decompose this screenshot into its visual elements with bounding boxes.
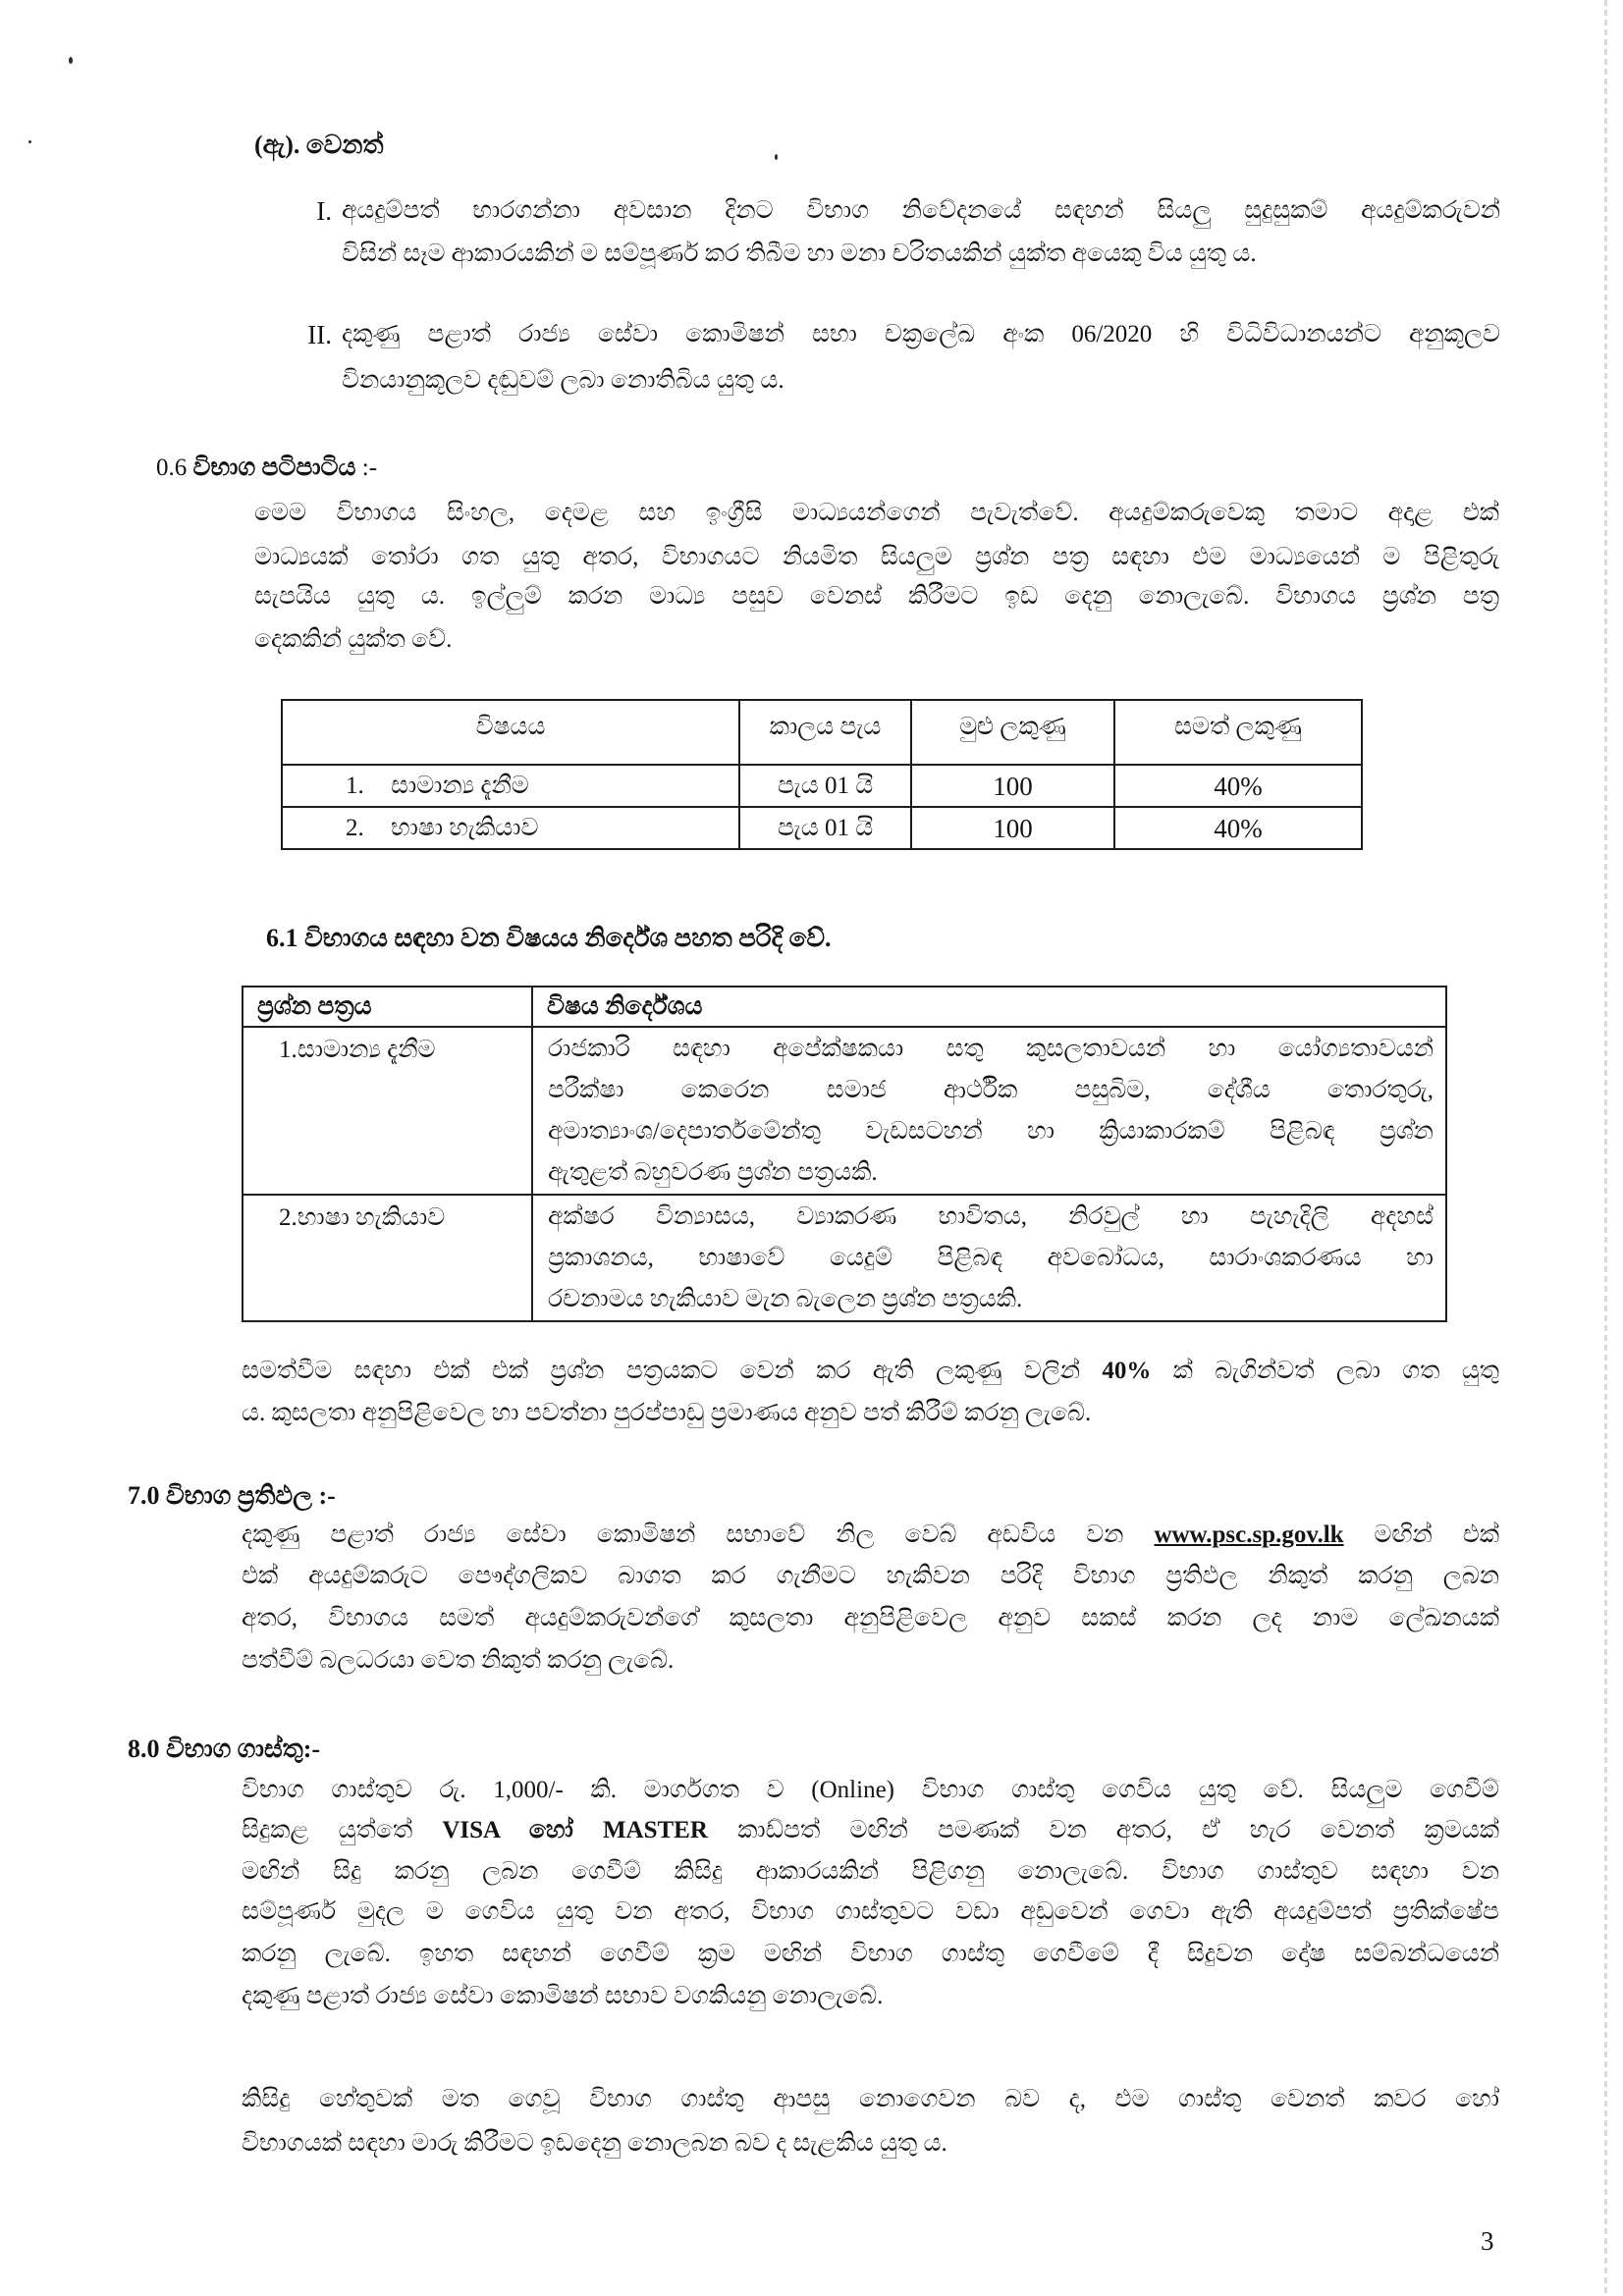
paragraph-line: දකුණු පළාත් රාජ්‍ය සේවා කොමිෂන් සභාව වගකියනු නොලැබේ.	[242, 1983, 884, 2009]
syllabus-line: පරීක්ෂා කෙරෙන සමාජ ආර්ථික පසුබිම, දේශීය තොරතුරු,	[548, 1077, 1434, 1103]
section-exam-procedure-heading	[156, 449, 745, 488]
syllabus-line: ප්‍රකාශනය, භාෂාවේ යෙදුම් පිළිබඳ අවබෝධය, සාරාංශකරණය හා	[548, 1245, 1434, 1271]
card-types: VISA හෝ MASTER	[442, 1817, 708, 1843]
cell-duration: පැය 01 යි	[739, 807, 911, 849]
scan-speck	[69, 57, 73, 64]
list-marker: I.	[316, 196, 332, 226]
syllabus-line: අමාත්‍යාංශ/දෙපාර්තමේන්තු වැඩසටහන් හා ක්‍රියාකාරකම් පිළිබඳ ප්‍රශ්න	[548, 1118, 1434, 1145]
text-run: සිදුකළ යුත්තේ	[242, 1817, 413, 1843]
table-header-row	[282, 700, 1362, 765]
section-fees-heading: 8.0 විභාග ගාස්තු:-	[128, 1735, 321, 1763]
paragraph-line: විභාගයක් සඳහා මාරු කිරීමට ඉඩදෙනු නොලබන බව ද සැළකිය යුතු ය.	[242, 2130, 947, 2157]
section-syllabus-heading: 6.1 විභාගය සඳහා වන විෂයය නිර්දේශ පහත පරිදි වේ.	[266, 924, 832, 952]
list-item-line: විනයානුකූලව දඬුවම් ලබා නොතිබිය යුතු ය.	[342, 367, 784, 394]
paragraph-line: මෙම විභාගය සිංහල, දෙමළ සහ ඉංග්‍රීසි මාධ්‍යයන්ගෙන් පැවැත්වේ. අයදුම්කරුවෙකු තමාට අදාළ එක්	[254, 500, 1499, 526]
paragraph-line: අතර, විභාගය සමත් අයදුම්කරුවන්ගේ කුසලතා අනුපිළිවෙල අනුව සකස් කරන ලද නාම ලේඛනයක්	[242, 1605, 1499, 1631]
cell-paper: 2.භාෂා හැකියාව	[243, 1195, 532, 1321]
section-number: 0.6	[156, 454, 188, 481]
text-run: සමත්වීම සඳහා එක් එක් ප්‍රශ්න පත්‍රයකට වෙන් කර ඇති ලකුණු වලින්	[242, 1358, 1081, 1384]
header-syllabus: විෂය නිර්දේශය	[532, 987, 1446, 1027]
text-run: මඟින් එක්	[1374, 1522, 1499, 1548]
cell-subject	[282, 765, 739, 807]
paragraph-line: කරනු ලැබේ. ඉහත සඳහන් ගෙවීම් ක්‍රම මඟින් විභාග ගාස්තු ගෙවීමේ දී සිදුවන දෝෂ සම්බන්ධයෙන්	[242, 1941, 1499, 1967]
text-run: ක් බැගින්වත් ලබා ගත යුතු	[1172, 1358, 1499, 1384]
cell-duration: පැය 01 යි	[739, 765, 911, 807]
paragraph-line: සම්පූර්ණ මුදල ම ගෙවිය යුතු වන අතර, විභාග ගාස්තුවට වඩා අඩුවෙන් ගෙවා ඇති අයදුම්පත් ප්‍රතික්ෂේප	[242, 1898, 1499, 1925]
cell-total-marks: 100	[911, 807, 1114, 849]
table-header-row	[243, 987, 1446, 1027]
list-marker: II.	[307, 320, 332, 349]
scan-speck	[28, 140, 31, 143]
cell-pass-marks: 40%	[1114, 807, 1362, 849]
table-row	[282, 807, 1362, 849]
cell-syllabus	[532, 1027, 1446, 1195]
paragraph-line: එක් අයදුම්කරුට පෞද්ගලිකව බාගත කර ගැනීමට හැකිවන පරිදි විභාග ප්‍රතිඵල නිකුත් කරනු ලබන	[242, 1563, 1499, 1589]
paragraph-line: සැපයිය යුතු ය. ඉල්ලුම් කරන මාධ්‍ය පසුව වෙනස් කිරීමට ඉඩ දෙනු නොලැබේ. විභාගය ප්‍රශ්න පත්‍ර	[254, 583, 1499, 610]
subject-name: භාෂා හැකියාව	[391, 814, 539, 841]
syllabus-line: රාජකාරි සඳහා අපේක්ෂකයා සතු කුසලතාවයන් හා යෝග්‍යතාවයන්	[548, 1036, 1434, 1062]
cell-paper: 1.සාමාන්‍ය දැනීම	[243, 1027, 532, 1195]
subject-name: සාමාන්‍ය දැනීම	[391, 772, 529, 799]
section-suffix: :-	[361, 454, 378, 481]
header-paper: ප්‍රශ්න පත්‍රය	[243, 987, 532, 1027]
cell-total-marks: 100	[911, 765, 1114, 807]
syllabus-line: ඇතුළත් බහුවරණ ප්‍රශ්න පත්‍රයකි.	[548, 1159, 878, 1186]
paragraph-line: විභාග ගාස්තුව රු. 1,000/- කි. මාර්ගගත ව (Online) විභාග ගාස්තු ගෙවිය යුතු වේ. සියලුම ගෙවීම්	[242, 1777, 1499, 1803]
section-results-heading: 7.0 විභාග ප්‍රතිඵල :-	[128, 1481, 336, 1510]
paragraph-line: ය. කුසලතා අනුපිළිවෙල හා පවත්නා පුරප්පාඩු ප්‍රමාණය අනුව පත් කිරීම් කරනු ලැබේ.	[242, 1400, 1092, 1426]
row-number: 1.	[346, 772, 364, 799]
syllabus-line: රචනාමය හැකියාව මැන බැලෙන ප්‍රශ්න පත්‍රයකි.	[548, 1286, 1023, 1312]
list-item-line: විසින් සෑම ආකාරයකින් ම සම්පූර්ණ කර තිබීම හා මනා චරිතයකින් යුක්ත අයෙකු විය යුතු ය.	[342, 240, 1257, 267]
table-row	[243, 1027, 1446, 1195]
table-row	[282, 765, 1362, 807]
cell-pass-marks: 40%	[1114, 765, 1362, 807]
paragraph-line: මාධ්‍යයක් තෝරා ගත යුතු අතර, විභාගයට නියමිත සියලුම ප්‍රශ්න පත්‍ර සඳහා එම මාධ්‍යයෙන් ම පිළිතුරු	[254, 544, 1499, 570]
header-pass-marks: සමත් ලකුණු	[1114, 700, 1362, 765]
pass-percentage: 40%	[1102, 1358, 1152, 1384]
paragraph-line	[242, 1352, 1499, 1391]
cell-subject	[282, 807, 739, 849]
section-other-heading: (ඇ). වෙනත්	[254, 131, 384, 159]
papers-table	[281, 699, 1363, 850]
paragraph-line: පත්වීම් බලධරයා වෙත නිකුත් කරනු ලැබේ.	[242, 1647, 675, 1674]
paragraph-line	[242, 1811, 1499, 1850]
paragraph-line: මඟින් සිදු කරනු ලබන ගෙවීම් කිසිදු ආකාරයකින් පිළිගනු නොලැබේ. විභාග ගාස්තුව සඳහා වන	[242, 1858, 1499, 1885]
cell-syllabus	[532, 1195, 1446, 1321]
list-item-line: දකුණු පළාත් රාජ්‍ය සේවා කොමිෂන් සභා චක්‍රලේඛ අංක 06/2020 හි විධිවිධානයන්ට අනුකූලව	[342, 321, 1500, 347]
syllabus-table	[242, 986, 1447, 1322]
paragraph-line	[242, 1516, 1499, 1555]
paragraph-line: කිසිදු හේතුවක් මත ගෙවූ විභාග ගාස්තු ආපසු නොගෙවන බව ද, එම ගාස්තු වෙනත් කවර හෝ	[242, 2086, 1499, 2112]
header-total-marks: මුළු ලකුණු	[911, 700, 1114, 765]
syllabus-line: අක්ෂර වින්‍යාසය, ව්‍යාකරණ භාවිතය, නිරවුල් හා පැහැදිලි අදහස්	[548, 1203, 1434, 1230]
table-row	[243, 1195, 1446, 1321]
page-number: 3	[1481, 2226, 1494, 2256]
scan-speck	[775, 154, 778, 160]
section-title: විභාග පටිපාටිය	[192, 454, 356, 481]
list-item-line: අයදුම්පත් භාරගන්නා අවසාන දිනට විභාග නිවේදනයේ සඳහන් සියලු සුදුසුකම් අයදුම්කරුවන්	[342, 197, 1500, 224]
website-url: www.psc.sp.gov.lk	[1154, 1522, 1344, 1548]
text-run: දකුණු පළාත් රාජ්‍ය සේවා කොමිෂන් සභාවේ නිල වෙබ් අඩවිය වන	[242, 1522, 1124, 1548]
row-number: 2.	[346, 814, 364, 841]
text-run: කාඩ්පත් මඟින් පමණක් වන අතර, ඒ හැර වෙනත් ක්‍රමයක්	[737, 1817, 1499, 1843]
paragraph-line: දෙකකින් යුක්ත වේ.	[254, 626, 453, 653]
header-subject: විෂයය	[282, 700, 739, 765]
scan-edge	[1604, 0, 1607, 2296]
header-duration: කාලය පැය	[739, 700, 911, 765]
